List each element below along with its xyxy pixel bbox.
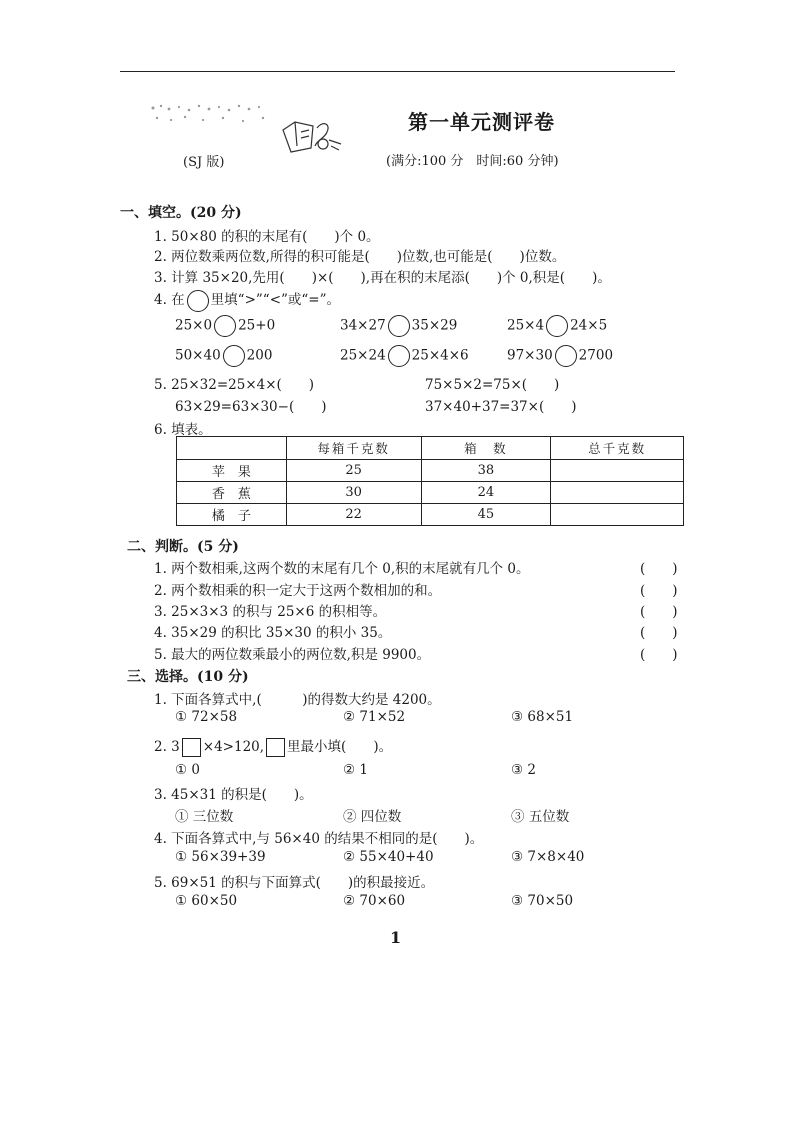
judge-answer-bracket[interactable]: ( ) xyxy=(640,583,678,599)
box-count: 38 xyxy=(421,460,551,482)
header-decoration-image xyxy=(145,100,355,160)
choice-option[interactable]: ③ 7×8×40 xyxy=(511,849,585,865)
table-header-row xyxy=(177,437,684,460)
blank-square-icon xyxy=(182,738,201,757)
judge-item: 1. 两个数相乘,这两个数的末尾有几个 0,积的末尾就有几个 0。 xyxy=(154,561,530,577)
comparison-left: 25×4 xyxy=(507,317,545,334)
top-rule xyxy=(120,71,675,72)
box-count: 45 xyxy=(421,504,551,526)
page-title: 第一单元测评卷 xyxy=(408,110,555,134)
total-kg-cell[interactable] xyxy=(551,504,684,526)
comparison-left: 97×30 xyxy=(507,347,553,364)
comparison-right: 200 xyxy=(246,347,273,364)
table-header-cell: 每箱千克数 xyxy=(286,437,421,460)
judge-answer-bracket[interactable]: ( ) xyxy=(640,604,678,620)
comparison-right: 25×4×6 xyxy=(411,347,469,364)
total-kg-cell[interactable] xyxy=(551,482,684,504)
fruit-name: 香 蕉 xyxy=(177,482,287,504)
choice-option[interactable]: ① 72×58 xyxy=(175,709,238,725)
page-number: 1 xyxy=(390,928,402,947)
choice-question-1: 1. 下面各算式中,( )的得数大约是 4200。 xyxy=(154,692,441,708)
fruit-name: 苹 果 xyxy=(177,460,287,482)
table-row xyxy=(177,504,684,526)
question-1-2: 2. 两位数乘两位数,所得的积可能是( )位数,也可能是( )位数。 xyxy=(154,249,566,265)
kg-per-box: 22 xyxy=(286,504,421,526)
question-1-1: 1. 50×80 的积的末尾有( )个 0。 xyxy=(154,229,380,245)
comparison-item xyxy=(507,345,613,367)
question-text: 2. 3 xyxy=(154,739,180,755)
choice-option[interactable]: ② 71×52 xyxy=(343,709,406,725)
compare-circle-icon xyxy=(187,290,209,312)
question-1-6: 6. 填表。 xyxy=(154,422,212,438)
section-3-heading: 三、选择。(10 分) xyxy=(127,669,249,685)
question-1-4-suffix: 里填“>”“<”或“=”。 xyxy=(210,292,341,308)
judge-answer-bracket[interactable]: ( ) xyxy=(640,625,678,641)
fill-table xyxy=(176,436,684,526)
table-header-cell xyxy=(177,437,287,460)
choice-option[interactable]: ① 0 xyxy=(175,762,200,778)
section-2-heading: 二、判断。(5 分) xyxy=(127,539,239,555)
question-1-5a: 5. 25×32=25×4×( ) xyxy=(154,377,315,393)
answer-circle[interactable] xyxy=(223,345,245,367)
question-1-4-prefix: 4. 在 xyxy=(154,292,185,308)
table-row xyxy=(177,482,684,504)
table-header-cell: 箱 数 xyxy=(421,437,551,460)
judge-item: 2. 两个数相乘的积一定大于这两个数相加的和。 xyxy=(154,583,442,599)
comparison-left: 50×40 xyxy=(175,347,221,364)
total-kg-cell[interactable] xyxy=(551,460,684,482)
choice-question-5: 5. 69×51 的积与下面算式( )的积最接近。 xyxy=(154,875,435,891)
comparison-item xyxy=(175,315,275,337)
choice-option[interactable]: ③ 2 xyxy=(511,762,536,778)
comparison-right: 25+0 xyxy=(238,317,276,334)
table-header-cell: 总千克数 xyxy=(551,437,684,460)
comparison-item xyxy=(175,345,272,367)
fruit-name: 橘 子 xyxy=(177,504,287,526)
choice-option[interactable]: ③ 70×50 xyxy=(511,893,574,909)
comparison-left: 25×0 xyxy=(175,317,213,334)
table-row xyxy=(177,460,684,482)
choice-question-3: 3. 45×31 的积是( )。 xyxy=(154,787,313,803)
kg-per-box: 30 xyxy=(286,482,421,504)
question-1-5b: 75×5×2=75×( ) xyxy=(425,377,560,393)
judge-answer-bracket[interactable]: ( ) xyxy=(640,561,678,577)
choice-option[interactable]: ② 四位数 xyxy=(343,809,402,825)
question-1-5c: 63×29=63×30−( ) xyxy=(175,399,327,415)
answer-circle[interactable] xyxy=(546,315,568,337)
comparison-right: 24×5 xyxy=(570,317,608,334)
choice-option[interactable]: ② 70×60 xyxy=(343,893,406,909)
choice-option[interactable]: ③ 五位数 xyxy=(511,809,570,825)
choice-option[interactable]: ② 55×40+40 xyxy=(343,849,434,865)
answer-circle[interactable] xyxy=(388,345,410,367)
answer-circle[interactable] xyxy=(214,315,236,337)
box-count: 24 xyxy=(421,482,551,504)
section-1-heading: 一、填空。(20 分) xyxy=(120,205,242,221)
question-1-3: 3. 计算 35×20,先用( )×( ),再在积的末尾添( )个 0,积是( )。 xyxy=(154,270,611,286)
comparison-right: 35×29 xyxy=(411,317,458,334)
comparison-left: 25×24 xyxy=(340,347,386,364)
kg-per-box: 25 xyxy=(286,460,421,482)
comparison-right: 2700 xyxy=(578,347,614,364)
question-1-4 xyxy=(154,288,340,312)
answer-circle[interactable] xyxy=(388,315,410,337)
choice-option[interactable]: ① 60×50 xyxy=(175,893,238,909)
judge-item: 3. 25×3×3 的积与 25×6 的积相等。 xyxy=(154,604,387,620)
comparison-item xyxy=(507,315,607,337)
question-text: ×4>120, xyxy=(202,739,265,755)
choice-option[interactable]: ① 三位数 xyxy=(175,809,234,825)
choice-option[interactable]: ③ 68×51 xyxy=(511,709,574,725)
judge-item: 5. 最大的两位数乘最小的两位数,积是 9900。 xyxy=(154,647,431,663)
choice-question-2 xyxy=(154,735,392,757)
blank-square-icon xyxy=(266,738,285,757)
choice-option[interactable]: ② 1 xyxy=(343,762,368,778)
comparison-item xyxy=(340,345,469,367)
comparison-item xyxy=(340,315,457,337)
choice-question-4: 4. 下面各算式中,与 56×40 的结果不相同的是( )。 xyxy=(154,831,484,847)
choice-option[interactable]: ① 56×39+39 xyxy=(175,849,266,865)
judge-answer-bracket[interactable]: ( ) xyxy=(640,647,678,663)
comparison-left: 34×27 xyxy=(340,317,386,334)
edition-label: (SJ 版) xyxy=(183,155,225,170)
score-time-label: (满分:100 分 时间:60 分钟) xyxy=(386,154,559,169)
judge-item: 4. 35×29 的积比 35×30 的积小 35。 xyxy=(154,625,392,641)
question-1-5d: 37×40+37=37×( ) xyxy=(425,399,577,415)
question-text: 里最小填( )。 xyxy=(287,739,393,755)
answer-circle[interactable] xyxy=(555,345,577,367)
